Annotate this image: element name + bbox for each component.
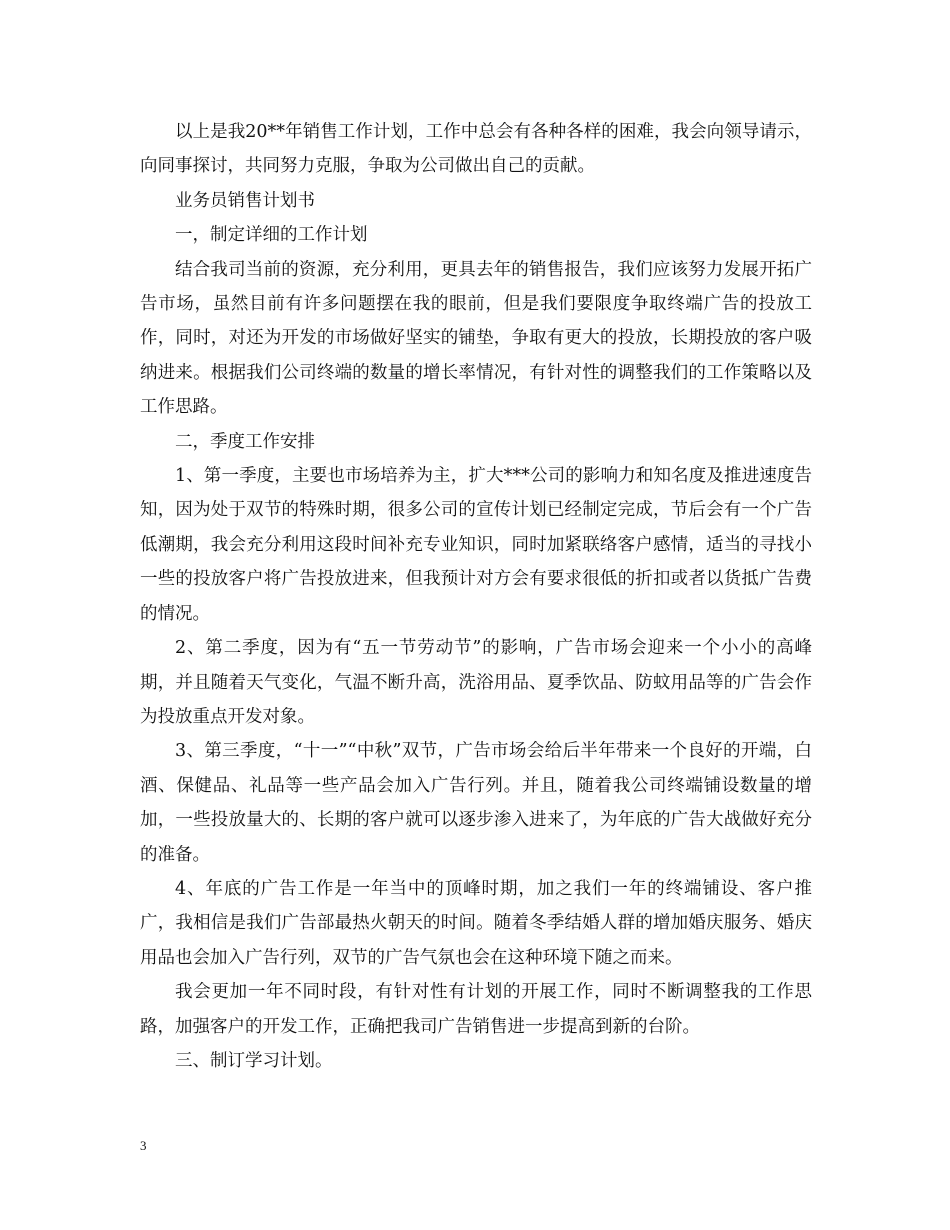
- section-title: 业务员销售计划书: [175, 190, 315, 211]
- paragraph-q4: 4、年底的广告工作是一年当中的顶峰时期，加之我们一年的终端铺设、客户推广，我相信是我们广告部最热火朝天的时间。随着冬季结婚人群的增加婚庆服务、婚庆用品也会加入广告行列，双节的广告气氛也会在这种环境下随之而来。: [140, 878, 812, 968]
- paragraph-q2: 2、第二季度，因为有“五一节劳动节”的影响，广告市场会迎来一个小小的高峰期，并且随着天气变化，气温不断升高，洗浴用品、夏季饮品、防蚊用品等的广告会作为投放重点开发对象。: [140, 638, 812, 727]
- paragraph-work-plan: 结合我司当前的资源，充分利用，更具去年的销售报告，我们应该努力发展开拓广告市场，虽然目前有许多问题摆在我的眼前，但是我们要限度争取终端广告的投放工作，同时，对还为开发的市场做好坚实的铺垫，争取有更大的投放，长期投放的客户吸纳进来。根据我们公司终端的数量的增长率情况，有针对性的调整我们的工作策略以及工作思路。: [140, 259, 812, 418]
- paragraph-q3: 3、第三季度，“十一”“中秋”双节，广告市场会给后半年带来一个良好的开端，白酒、保健品、礼品等一些产品会加入广告行列。并且，随着我公司终端铺设数量的增加，一些投放量大的、长期的客户就可以逐步渗入进来了，为年底的广告大战做好充分的准备。: [140, 741, 812, 865]
- heading-work-plan: 一，制定详细的工作计划: [175, 225, 368, 246]
- paragraph-q1: 1、第一季度，主要也市场培养为主，扩大***公司的影响力和知名度及推进速度告知，因为处于双节的特殊时期，很多公司的宣传计划已经制定完成，节后会有一个广告低潮期，我会充分利用这段时间补充专业知识，同时加紧联络客户感情，适当的寻找小一些的投放客户将广告投放进来，但我预计对方会有要求很低的折扣或者以货抵广告费的情况。: [140, 466, 812, 624]
- paragraph-closing-summary: 以上是我20**年销售工作计划，工作中总会有各种各样的困难，我会向领导请示，向同事探讨，共同努力克服，争取为公司做出自己的贡献。: [140, 122, 812, 177]
- heading-quarterly: 二，季度工作安排: [175, 431, 315, 452]
- page-number: 3: [140, 1138, 147, 1153]
- heading-study-plan: 三、制订学习计划。: [175, 1050, 333, 1071]
- paragraph-adjustment: 我会更加一年不同时段，有针对性有计划的开展工作，同时不断调整我的工作思路，加强客户的开发工作，正确把我司广告销售进一步提高到新的台阶。: [140, 982, 812, 1037]
- document-body: [140, 115, 812, 1078]
